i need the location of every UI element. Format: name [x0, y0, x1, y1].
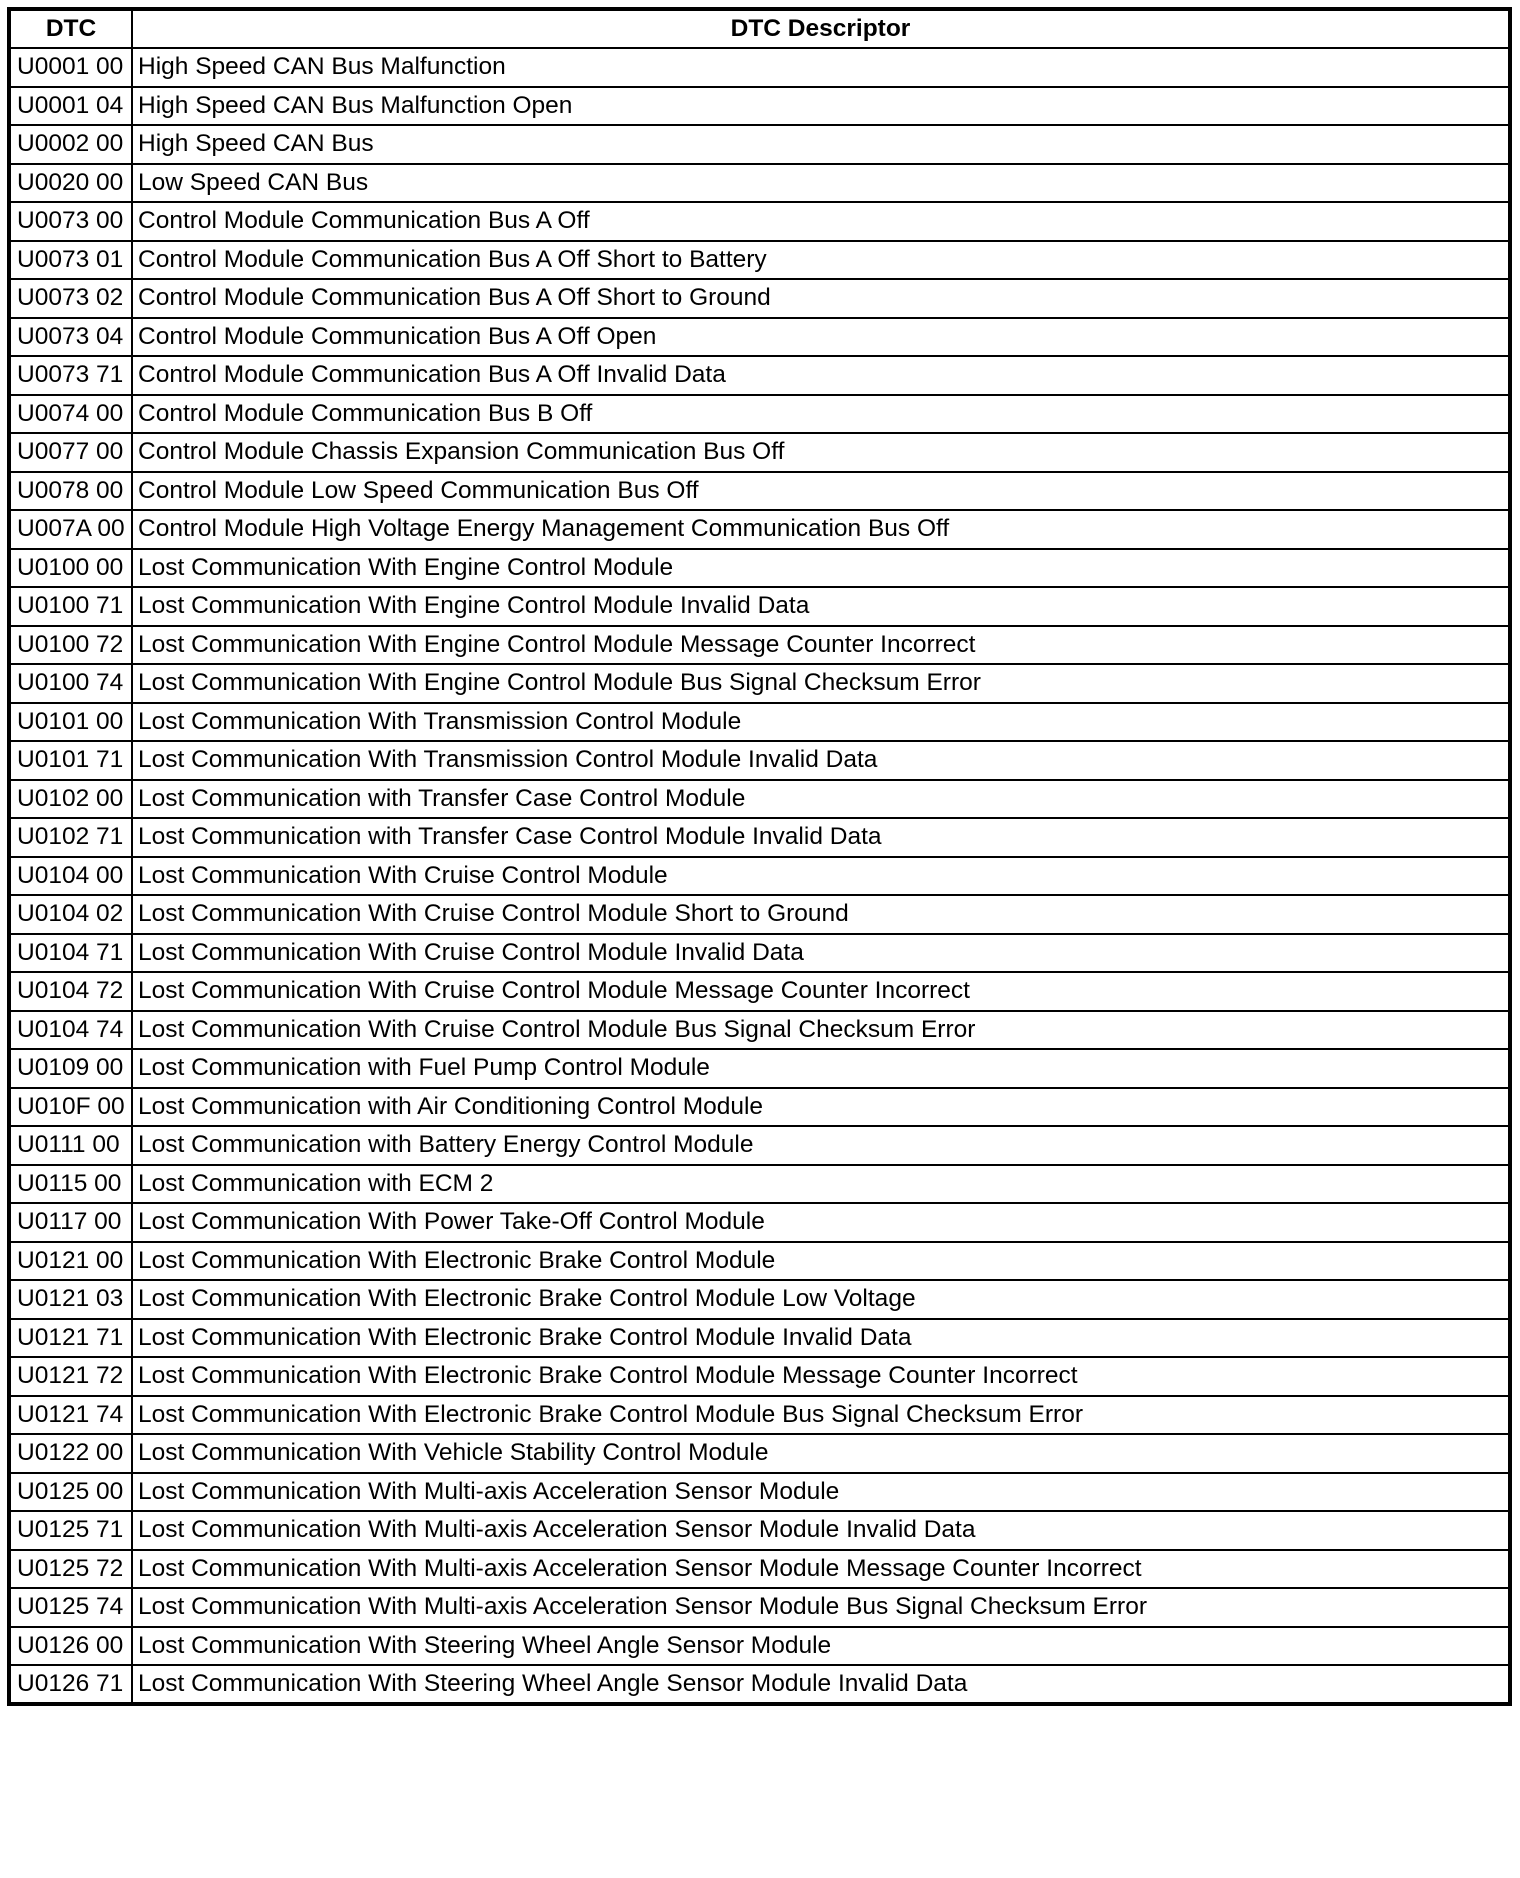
table-row: [9, 279, 1510, 318]
dtc-code-cell: U0100 74: [9, 664, 132, 703]
dtc-descriptor-cell: High Speed CAN Bus: [132, 125, 1510, 164]
dtc-descriptor-cell: Control Module High Voltage Energy Management Communication Bus Off: [132, 510, 1510, 549]
dtc-code-cell: U0073 04: [9, 318, 132, 357]
dtc-code-cell: U0126 71: [9, 1665, 132, 1704]
dtc-descriptor-cell: Lost Communication With Steering Wheel Angle Sensor Module: [132, 1627, 1510, 1666]
dtc-descriptor-cell: Lost Communication with Battery Energy Control Module: [132, 1126, 1510, 1165]
table-row: [9, 1434, 1510, 1473]
dtc-descriptor-cell: Lost Communication With Vehicle Stability Control Module: [132, 1434, 1510, 1473]
table-row: [9, 972, 1510, 1011]
dtc-descriptor-cell: Lost Communication with Air Conditioning Control Module: [132, 1088, 1510, 1127]
dtc-code-cell: U0125 74: [9, 1588, 132, 1627]
dtc-descriptor-cell: Lost Communication With Engine Control Module Bus Signal Checksum Error: [132, 664, 1510, 703]
table-row: [9, 1357, 1510, 1396]
table-row: [9, 780, 1510, 819]
dtc-code-cell: U0125 72: [9, 1550, 132, 1589]
dtc-descriptor-cell: Lost Communication With Electronic Brake Control Module: [132, 1242, 1510, 1281]
dtc-code-cell: U0125 00: [9, 1473, 132, 1512]
table-row: [9, 472, 1510, 511]
dtc-descriptor-cell: Control Module Low Speed Communication Bus Off: [132, 472, 1510, 511]
dtc-code-cell: U0073 71: [9, 356, 132, 395]
dtc-descriptor-cell: High Speed CAN Bus Malfunction: [132, 48, 1510, 87]
dtc-code-cell: U0104 74: [9, 1011, 132, 1050]
dtc-code-cell: U0102 00: [9, 780, 132, 819]
table-row: [9, 87, 1510, 126]
table-row: [9, 703, 1510, 742]
dtc-code-cell: U0104 00: [9, 857, 132, 896]
table-header: [9, 9, 1510, 48]
dtc-code-cell: U0073 00: [9, 202, 132, 241]
dtc-code-cell: U0002 00: [9, 125, 132, 164]
dtc-descriptor-cell: Lost Communication With Cruise Control Module Bus Signal Checksum Error: [132, 1011, 1510, 1050]
dtc-code-cell: U0100 71: [9, 587, 132, 626]
dtc-descriptor-cell: Control Module Communication Bus A Off Open: [132, 318, 1510, 357]
dtc-code-cell: U010F 00: [9, 1088, 132, 1127]
dtc-code-cell: U0109 00: [9, 1049, 132, 1088]
table-row: [9, 433, 1510, 472]
dtc-code-cell: U0001 04: [9, 87, 132, 126]
table-row: [9, 395, 1510, 434]
dtc-code-cell: U0020 00: [9, 164, 132, 203]
dtc-descriptor-cell: Lost Communication with Transfer Case Control Module Invalid Data: [132, 818, 1510, 857]
dtc-descriptor-cell: Lost Communication With Power Take-Off Control Module: [132, 1203, 1510, 1242]
dtc-descriptor-cell: Control Module Communication Bus B Off: [132, 395, 1510, 434]
table-row: [9, 356, 1510, 395]
dtc-code-cell: U0073 02: [9, 279, 132, 318]
table-row: [9, 1511, 1510, 1550]
table-row: [9, 1396, 1510, 1435]
table-row: [9, 549, 1510, 588]
dtc-code-cell: U0104 72: [9, 972, 132, 1011]
table-row: [9, 1665, 1510, 1704]
dtc-descriptor-cell: Control Module Chassis Expansion Communication Bus Off: [132, 433, 1510, 472]
dtc-code-cell: U0111 00: [9, 1126, 132, 1165]
column-header-dtc: DTC: [9, 9, 132, 48]
table-row: [9, 1126, 1510, 1165]
dtc-descriptor-cell: Lost Communication With Electronic Brake Control Module Low Voltage: [132, 1280, 1510, 1319]
table-row: [9, 895, 1510, 934]
dtc-code-cell: U0117 00: [9, 1203, 132, 1242]
column-header-descriptor: DTC Descriptor: [132, 9, 1510, 48]
dtc-descriptor-cell: Lost Communication With Transmission Control Module Invalid Data: [132, 741, 1510, 780]
table-row: [9, 587, 1510, 626]
dtc-code-cell: U0122 00: [9, 1434, 132, 1473]
dtc-code-cell: U0125 71: [9, 1511, 132, 1550]
table-row: [9, 1088, 1510, 1127]
table-row: [9, 818, 1510, 857]
dtc-code-cell: U0101 71: [9, 741, 132, 780]
dtc-descriptor-cell: Lost Communication With Engine Control Module: [132, 549, 1510, 588]
dtc-descriptor-cell: Lost Communication With Multi-axis Acceleration Sensor Module Bus Signal Checksum Error: [132, 1588, 1510, 1627]
table-row: [9, 857, 1510, 896]
dtc-descriptor-cell: High Speed CAN Bus Malfunction Open: [132, 87, 1510, 126]
dtc-code-cell: U0101 00: [9, 703, 132, 742]
dtc-code-cell: U0100 72: [9, 626, 132, 665]
table-body: [9, 48, 1510, 1704]
dtc-code-cell: U0104 71: [9, 934, 132, 973]
dtc-code-cell: U007A 00: [9, 510, 132, 549]
table-row: [9, 202, 1510, 241]
dtc-descriptor-cell: Lost Communication With Steering Wheel Angle Sensor Module Invalid Data: [132, 1665, 1510, 1704]
dtc-code-cell: U0121 74: [9, 1396, 132, 1435]
table-row: [9, 125, 1510, 164]
dtc-code-cell: U0126 00: [9, 1627, 132, 1666]
table-row: [9, 1588, 1510, 1627]
dtc-table: [7, 7, 1512, 1706]
dtc-descriptor-cell: Lost Communication With Engine Control Module Message Counter Incorrect: [132, 626, 1510, 665]
table-row: [9, 741, 1510, 780]
dtc-code-cell: U0121 72: [9, 1357, 132, 1396]
table-row: [9, 1242, 1510, 1281]
table-row: [9, 1473, 1510, 1512]
table-row: [9, 1280, 1510, 1319]
dtc-descriptor-cell: Control Module Communication Bus A Off Short to Battery: [132, 241, 1510, 280]
table-row: [9, 934, 1510, 973]
dtc-code-cell: U0074 00: [9, 395, 132, 434]
table-row: [9, 1165, 1510, 1204]
dtc-code-cell: U0121 71: [9, 1319, 132, 1358]
dtc-descriptor-cell: Low Speed CAN Bus: [132, 164, 1510, 203]
dtc-descriptor-cell: Lost Communication With Electronic Brake Control Module Bus Signal Checksum Error: [132, 1396, 1510, 1435]
table-row: [9, 664, 1510, 703]
dtc-descriptor-cell: Lost Communication With Cruise Control Module Message Counter Incorrect: [132, 972, 1510, 1011]
dtc-descriptor-cell: Lost Communication with Transfer Case Control Module: [132, 780, 1510, 819]
dtc-descriptor-cell: Lost Communication With Engine Control Module Invalid Data: [132, 587, 1510, 626]
dtc-descriptor-cell: Lost Communication With Cruise Control Module: [132, 857, 1510, 896]
dtc-code-cell: U0121 03: [9, 1280, 132, 1319]
table-row: [9, 48, 1510, 87]
dtc-descriptor-cell: Lost Communication With Multi-axis Acceleration Sensor Module: [132, 1473, 1510, 1512]
table-row: [9, 510, 1510, 549]
dtc-descriptor-cell: Lost Communication with ECM 2: [132, 1165, 1510, 1204]
dtc-code-cell: U0102 71: [9, 818, 132, 857]
dtc-descriptor-cell: Control Module Communication Bus A Off Invalid Data: [132, 356, 1510, 395]
table-row: [9, 318, 1510, 357]
dtc-code-cell: U0077 00: [9, 433, 132, 472]
dtc-descriptor-cell: Lost Communication with Fuel Pump Control Module: [132, 1049, 1510, 1088]
dtc-code-cell: U0121 00: [9, 1242, 132, 1281]
dtc-descriptor-cell: Lost Communication With Multi-axis Acceleration Sensor Module Message Counter Incorrect: [132, 1550, 1510, 1589]
dtc-code-cell: U0115 00: [9, 1165, 132, 1204]
table-row: [9, 1319, 1510, 1358]
dtc-descriptor-cell: Lost Communication With Multi-axis Acceleration Sensor Module Invalid Data: [132, 1511, 1510, 1550]
dtc-code-cell: U0001 00: [9, 48, 132, 87]
table-row: [9, 626, 1510, 665]
table-row: [9, 1203, 1510, 1242]
dtc-descriptor-cell: Control Module Communication Bus A Off: [132, 202, 1510, 241]
dtc-descriptor-cell: Control Module Communication Bus A Off Short to Ground: [132, 279, 1510, 318]
dtc-code-cell: U0078 00: [9, 472, 132, 511]
dtc-descriptor-cell: Lost Communication With Cruise Control Module Invalid Data: [132, 934, 1510, 973]
dtc-descriptor-cell: Lost Communication With Cruise Control Module Short to Ground: [132, 895, 1510, 934]
dtc-code-cell: U0104 02: [9, 895, 132, 934]
dtc-descriptor-cell: Lost Communication With Electronic Brake Control Module Message Counter Incorrect: [132, 1357, 1510, 1396]
table-row: [9, 1550, 1510, 1589]
dtc-descriptor-cell: Lost Communication With Electronic Brake Control Module Invalid Data: [132, 1319, 1510, 1358]
table-row: [9, 164, 1510, 203]
dtc-code-cell: U0073 01: [9, 241, 132, 280]
table-row: [9, 241, 1510, 280]
table-row: [9, 1627, 1510, 1666]
dtc-descriptor-cell: Lost Communication With Transmission Control Module: [132, 703, 1510, 742]
table-row: [9, 1049, 1510, 1088]
header-row: [9, 9, 1510, 48]
dtc-code-cell: U0100 00: [9, 549, 132, 588]
table-row: [9, 1011, 1510, 1050]
